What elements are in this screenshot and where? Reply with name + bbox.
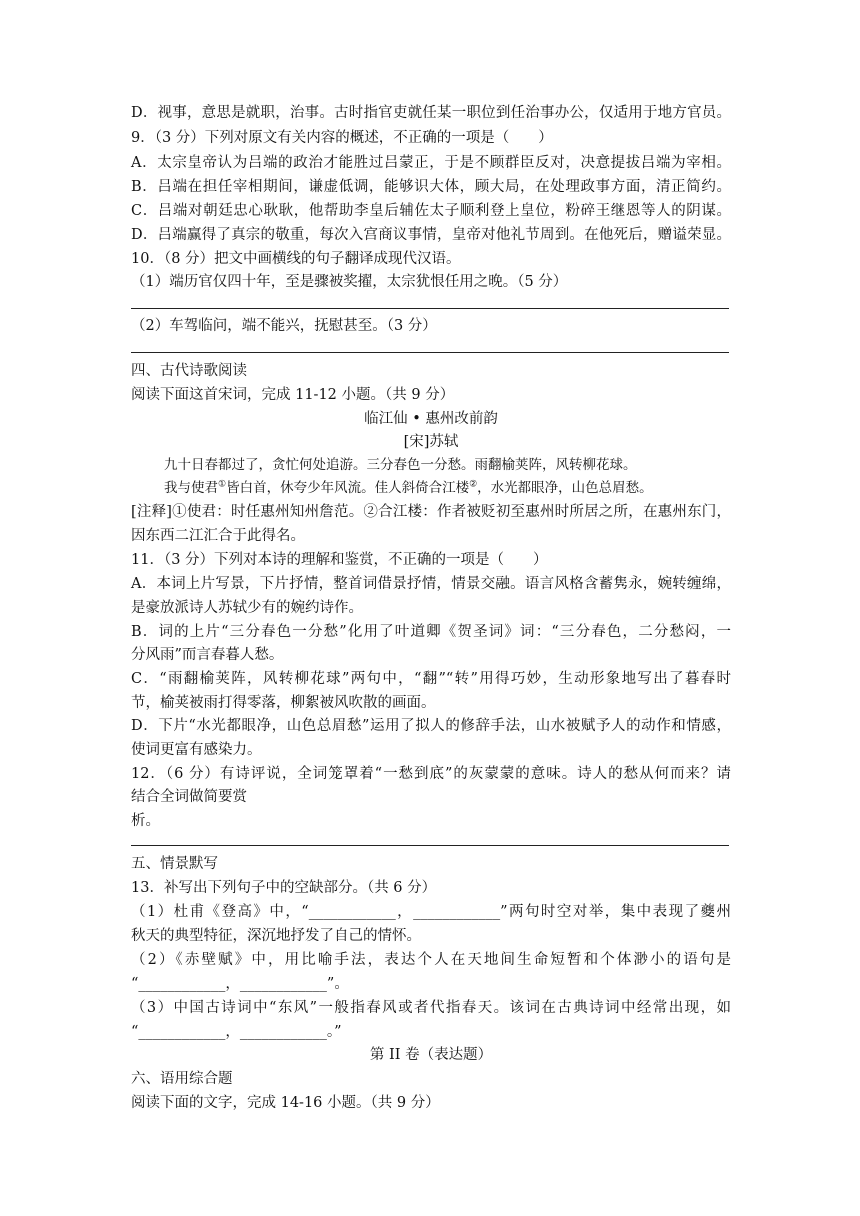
poem-text: 我与使君 [164,480,218,496]
poetry-instruction: 阅读下面这首宋词，完成 11-12 小题。（共 9 分） [131,387,455,403]
q13-sub3-blanks: “____________，____________。” [131,1024,342,1040]
poem-notes: [注释]①使君：时任惠州知州詹范。②合江楼：作者被贬初至惠州时所居之所，在惠州东门， [131,504,731,520]
q11-option-a-cont: 是豪放派诗人苏轼少有的婉约诗作。 [131,600,363,616]
q11-option-b: B．词的上片“三分春色一分愁”化用了叶道卿《贺圣词》词：“三分春色，二分愁闷，一 [131,624,731,640]
section-title-poetry: 四、古代诗歌阅读 [131,363,247,379]
poem-stanza-2 [164,478,724,498]
q12-stem-end: 析。 [131,813,160,829]
q11-option-c-cont: 节，榆荚被雨打得零落，柳絮被风吹散的画面。 [131,695,436,711]
q8-option-d: D．视事，意思是就职，治事。古时指官吏就任某一职位到任治事办公，仅适用于地方官员。 [131,105,731,121]
answer-line [131,845,729,846]
q9-option-c: C．吕端对朝廷忠心耿耿，他帮助李皇后辅佐太子顺利登上皇位，粉碎王继恩等人的阴谋。 [131,203,731,219]
q11-option-a: A．本词上片写景，下片抒情，整首词借景抒情，情景交融。语言风格含蓄隽永，婉转缠绵， [131,576,731,592]
q11-stem: 11．（3 分）下列对本诗的理解和鉴赏，不正确的一项是（ ） [131,552,548,568]
note-marker: ① [218,479,227,490]
section-title-dictation: 五、情景默写 [131,856,218,872]
poem-author: [宋]苏轼 [403,434,459,450]
q9-option-b: B．吕端在担任宰相期间，谦虚低调，能够识大体，顾大局，在处理政事方面，清正简约。 [131,179,731,195]
q13-stem: 13．补写出下列句子中的空缺部分。（共 6 分） [131,880,437,896]
q10-sub1: （1）端历官仅四十年，至是骤被奖擢，太宗犹恨任用之晚。（5 分） [131,274,568,290]
poem-title: 临江仙 • 惠州改前韵 [364,411,498,427]
q10-stem: 10．（8 分）把文中画横线的句子翻译成现代汉语。 [131,251,461,267]
q9-option-d: D．吕端赢得了真宗的敬重，每次入宫商议事情，皇帝对他礼节周到。在他死后，赠谥荣显。 [131,227,731,243]
answer-line [131,308,729,309]
q11-option-c: C．“雨翻榆荚阵，风转柳花球”两句中，“翻”“转”用得巧妙，生动形象地写出了暮春时 [131,671,731,687]
q13-sub3: （3）中国古诗词中“东风”一般指春风或者代指春天。该词在古典诗词中经常出现，如 [131,1000,731,1016]
q13-sub2-blanks: “____________，____________”。 [131,976,349,992]
language-use-instruction: 阅读下面的文字，完成 14-16 小题。（共 9 分） [131,1095,440,1111]
section-title-language-use: 六、语用综合题 [131,1071,233,1087]
q12-stem-cont: 结合全词做简要赏 [131,789,247,805]
poem-stanza-1: 九十日春都过了，贪忙何处追游。三分春色一分愁。雨翻榆荚阵，风转柳花球。 [164,457,637,473]
poem-text: ，水光都眼净，山色总眉愁。 [477,480,653,496]
poem-text: 皆白首，休夸少年风流。佳人斜倚合江楼 [226,480,470,496]
q13-sub2: （2）《赤壁赋》中，用比喻手法，表达个人在天地间生命短暂和个体渺小的语句是 [131,952,731,968]
q9-option-a: A．太宗皇帝认为吕端的政治才能胜过吕蒙正，于是不顾群臣反对，决意提拔吕端为宰相。 [131,155,731,171]
q10-sub2: （2）车驾临问，端不能兴，抚慰甚至。（3 分） [131,318,437,334]
q13-sub1-cont: 秋天的典型特征，深沉地抒发了自己的情怀。 [131,928,421,944]
q13-sub1: （1）杜甫《登高》中，“____________，____________”两句时空对举，集中表现了夔州 [131,904,731,920]
q11-option-b-cont: 分风雨”而言春暮人愁。 [131,647,284,663]
q11-option-d: D．下片“水光都眼净，山色总眉愁”运用了拟人的修辞手法，山水被赋予人的动作和情感， [131,718,731,734]
answer-line [131,352,729,353]
note-marker: ② [469,479,478,490]
part-two-title: 第 II 卷（表达题） [369,1047,493,1063]
q9-stem: 9．（3 分）下列对原文有关内容的概述，不正确的一项是（ ） [131,130,553,146]
q11-option-d-cont: 使词更富有感染力。 [131,742,262,758]
poem-notes-cont: 因东西二江汇合于此得名。 [131,528,305,544]
q12-stem: 12．（6 分）有诗评说，全词笼罩着“一愁到底”的灰蒙蒙的意味。诗人的愁从何而来？请 [131,766,731,782]
